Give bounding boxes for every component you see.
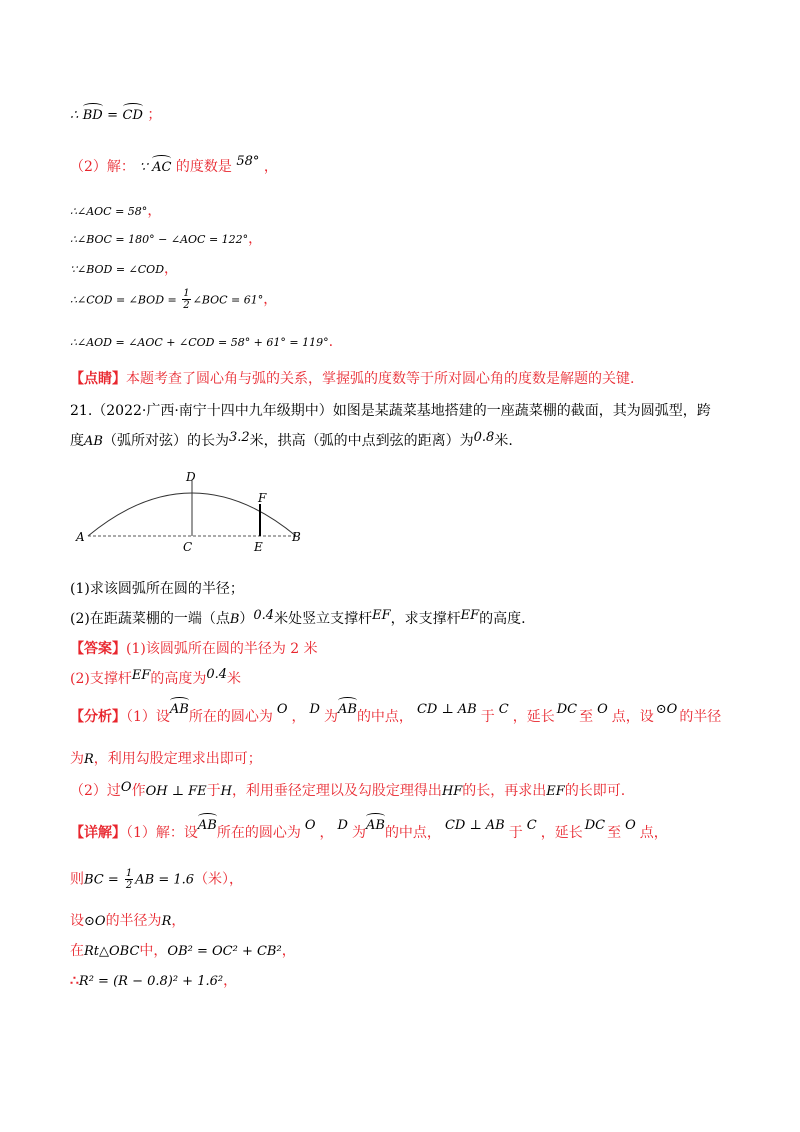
text: ，延长 [512, 709, 555, 725]
arc-ab: AB [169, 702, 189, 717]
punctuation: ， [263, 291, 278, 308]
segment-hf: HF [441, 784, 463, 799]
distance-value: 0.4 [253, 608, 275, 623]
text: 中， [139, 943, 168, 959]
text: 米处竖立支撑杆 [274, 611, 373, 627]
punctuation: ； [147, 107, 162, 123]
text: 的长即可. [564, 783, 626, 799]
label-d: D [186, 470, 196, 484]
text: 所在的圆心为 [188, 709, 273, 725]
text: 于 [206, 783, 221, 799]
label-a: A [76, 530, 85, 544]
text: 的长，再求出 [462, 783, 547, 799]
detail-line-4 [70, 940, 296, 960]
therefore-symbol: ∴ [70, 973, 79, 989]
point-h: H [220, 784, 232, 799]
text: （米）， [194, 871, 244, 888]
text: 的半径 [679, 709, 722, 725]
question-text: 21.（2022·广西·南宁十四中九年级期中）如图是某蔬菜基地搭建的一座蔬菜棚的截面，其为圆弧型，跨 [70, 403, 711, 419]
label-f: F [258, 491, 267, 505]
text: (2)支撑杆 [70, 671, 132, 687]
text: （1）设 [126, 709, 170, 725]
segment-ef: EF [372, 608, 391, 623]
analysis-line-1 [70, 702, 722, 726]
text: ， [223, 973, 238, 989]
punctuation: ， [263, 159, 278, 175]
text: ，利用勾股定理求出即可； [93, 751, 262, 767]
text: 点，设 [611, 709, 654, 725]
question-text: (1)求该圆弧所在圆的半径； [70, 581, 244, 597]
analysis-line-3 [70, 780, 625, 800]
perpendicular-statement: CD ⊥ AB [444, 818, 505, 833]
text: 米，拱高（弧的中点到弦的距离）为 [249, 433, 474, 449]
text: (2)在距蔬菜棚的一端（点 [70, 611, 230, 627]
text: 于 [480, 709, 495, 725]
label-c: C [183, 540, 193, 554]
comment-line [70, 368, 634, 388]
fraction [182, 288, 190, 311]
segment-dc: DC [584, 818, 606, 833]
text: ，求支撑杆 [390, 611, 461, 627]
detail-line-5 [70, 970, 237, 990]
sub-question-1 [70, 578, 244, 598]
segment-ef: EF [460, 608, 480, 623]
text: ，利用垂径定理以及勾股定理得出 [231, 783, 442, 799]
answer-text: (1)该圆弧所在圆的半径为 2 米 [126, 641, 318, 657]
line-boc [70, 228, 262, 248]
point-d: D [337, 818, 348, 833]
arc-ab: AB [365, 818, 385, 833]
math-expression: BC = [84, 872, 123, 888]
line-cod [70, 288, 277, 311]
text: ， [281, 943, 296, 959]
point-b: B [229, 612, 240, 627]
arc-ac: AC [152, 160, 172, 175]
segment-ef: EF [546, 784, 565, 799]
line-arc-equal [70, 104, 161, 124]
answer-line-1 [70, 638, 318, 658]
radius-r: R [84, 752, 94, 767]
text: 为 [70, 751, 84, 767]
punctuation: . [328, 334, 334, 350]
text: （2）过 [70, 783, 121, 799]
perpendicular-statement: CD ⊥ AB [416, 702, 477, 717]
arc-ab: AB [337, 702, 357, 717]
line-part2-start [70, 156, 278, 176]
line-aod [70, 334, 333, 350]
text: 所在的圆心为 [216, 825, 301, 841]
point-o: O [276, 702, 288, 717]
point-c: C [498, 702, 509, 717]
line-aoc [70, 200, 161, 220]
segment-ef: EF [131, 668, 151, 683]
degree-value: 58° [236, 154, 260, 169]
numerator: 1 [183, 288, 190, 299]
arch-height: 0.8 [473, 430, 495, 445]
text: ，延长 [540, 825, 583, 841]
text: 度 [70, 433, 84, 449]
analysis-line-2 [70, 748, 262, 768]
arc-cd: CD [122, 108, 143, 123]
text: 设 [70, 913, 84, 929]
detail-line-1 [70, 818, 668, 842]
text: 为 [351, 825, 366, 841]
comment-tag: 【点睛】 [70, 371, 126, 387]
text: 于 [508, 825, 523, 841]
label-b: B [292, 530, 301, 544]
point-d: D [309, 702, 320, 717]
point-o: O [625, 818, 636, 833]
math-expression: ∴∠BOC = 180° − ∠AOC = 122° [70, 233, 249, 246]
text: 的高度. [479, 611, 526, 627]
therefore-symbol: ∴ [70, 108, 79, 123]
text: （弧所对弦）的长为 [102, 433, 229, 449]
arc-diagram [70, 468, 320, 558]
numerator: 1 [125, 868, 133, 879]
punctuation: ， [248, 231, 263, 247]
math-expression: AB = 1.6 [135, 872, 195, 888]
chord-ab: AB [84, 434, 103, 449]
equals-sign: = [107, 108, 119, 123]
text: 在 [70, 943, 84, 959]
detail-line-3 [70, 910, 185, 930]
text: 的中点， [356, 709, 413, 725]
punctuation: ， [147, 203, 162, 219]
math-expression: R² = (R − 0.8)² + 1.6² [78, 974, 224, 989]
point-o: O [120, 780, 132, 795]
answer-line-2 [70, 668, 241, 688]
answer-value: 0.4 [206, 667, 228, 682]
point-o: O [597, 702, 608, 717]
text: 至 [607, 825, 622, 841]
question-21-line1 [70, 400, 711, 420]
text: 的半径为 [105, 913, 162, 929]
radius-r: R [161, 914, 172, 929]
triangle-obc: Rt△OBC [84, 944, 140, 959]
text: 米 [227, 671, 242, 687]
question-21-line2 [70, 430, 513, 450]
chord-length: 3.2 [228, 430, 250, 445]
text: 米. [494, 433, 513, 449]
circle-o: ⊙O [84, 914, 106, 929]
line-bod [70, 258, 178, 278]
text: 的度数是 [175, 159, 232, 175]
analysis-tag: 【分析】 [70, 709, 126, 725]
point-o: O [304, 818, 316, 833]
part-label: （2）解： [70, 159, 135, 175]
text: 至 [579, 709, 594, 725]
math-expression: ∴∠AOC = 58° [70, 205, 148, 218]
fraction [125, 868, 133, 891]
circle-o: ⊙O [655, 702, 678, 717]
denominator: 2 [183, 300, 190, 311]
point-c: C [526, 818, 537, 833]
perpendicular-statement: OH ⊥ FE [145, 784, 207, 799]
text: 则 [70, 871, 84, 888]
math-expression: ∠BOC = 61° [192, 293, 264, 307]
answer-tag: 【答案】 [70, 641, 126, 657]
because-symbol: ∵ [139, 160, 148, 175]
text: 的高度为 [150, 671, 207, 687]
text: 为 [323, 709, 338, 725]
arc-ab: AB [197, 818, 217, 833]
label-e: E [254, 540, 263, 554]
math-expression: ∴∠AOD = ∠AOC + ∠COD = 58° + 61° = 119° [70, 336, 329, 349]
segment-dc: DC [556, 702, 578, 717]
arc-bd: BD [82, 108, 103, 123]
math-expression: OB² = OC² + CB² [167, 944, 282, 959]
detail-line-2 [70, 868, 243, 891]
detail-tag: 【详解】 [70, 825, 126, 841]
text: 的中点， [384, 825, 441, 841]
text: ， [319, 825, 334, 841]
sub-question-2 [70, 608, 526, 628]
denominator: 2 [125, 880, 133, 891]
text: ， [291, 709, 306, 725]
comment-text: 本题考查了圆心角与弧的关系，掌握弧的度数等于所对圆心角的度数是解题的关键. [126, 371, 635, 387]
math-expression: ∵∠BOD = ∠COD [70, 263, 165, 276]
text: ） [239, 611, 254, 627]
text: ， [171, 913, 186, 929]
text: （1）解：设 [126, 825, 198, 841]
text: 作 [131, 783, 146, 799]
text: 点， [639, 825, 668, 841]
math-expression: ∴∠COD = ∠BOD = [70, 293, 181, 307]
punctuation: ， [164, 261, 179, 277]
